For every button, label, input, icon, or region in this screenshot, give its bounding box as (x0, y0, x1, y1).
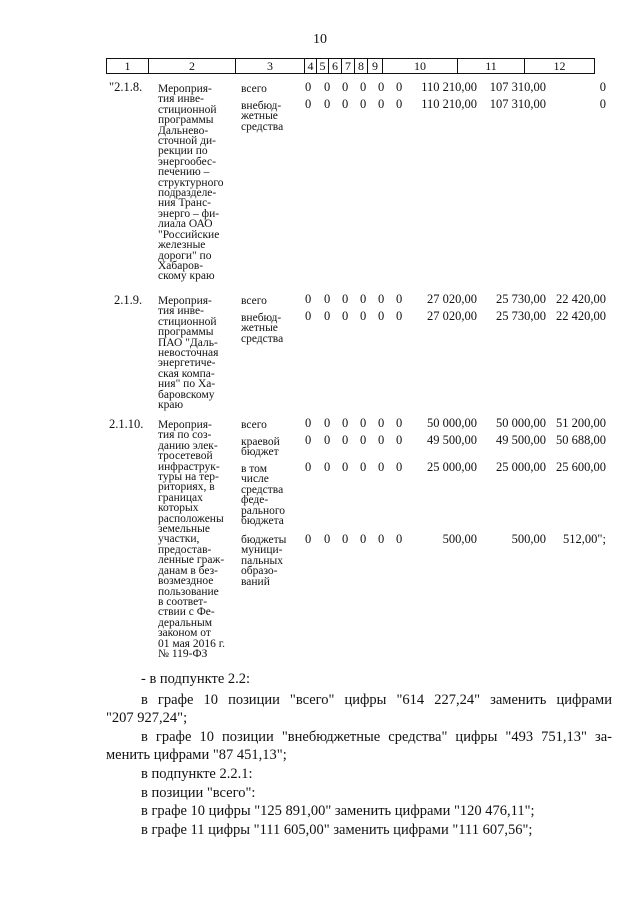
source-label: внебюд- жетные средства (241, 100, 284, 133)
value-cell: 0 (305, 532, 312, 546)
column-header: 5 (317, 59, 329, 74)
source-label: внебюд- жетные средства (241, 312, 284, 345)
value-cell: 500,00 (442, 532, 477, 546)
paragraph: в графе 10 позиции "всего" цифры "614 227,24" заменить цифрами (141, 692, 612, 708)
value-cell: 22 420,00 (556, 309, 606, 323)
value-cell: 500,00 (511, 532, 546, 546)
value-cell: 0 (396, 292, 403, 306)
value-cell: 0 (360, 97, 367, 111)
column-header: 11 (458, 59, 525, 74)
value-cell: 0 (378, 309, 385, 323)
paragraph: в графе 10 позиции "внебюджетные средства" цифры "493 751,13" за- (141, 729, 612, 745)
value-cell: 0 (378, 80, 385, 94)
value-cell: 0 (342, 460, 349, 474)
column-header-row (106, 58, 595, 74)
value-cell: 0 (324, 97, 331, 111)
value-cell: 0 (342, 80, 349, 94)
page-number: 10 (313, 32, 327, 47)
source-label: всего (241, 295, 267, 307)
value-cell: 0 (396, 460, 403, 474)
column-header: 8 (355, 59, 368, 74)
value-cell: 0 (360, 292, 367, 306)
value-cell: 25 730,00 (496, 309, 546, 323)
source-label: бюджеты муници- пальных образо- ваний (241, 534, 287, 588)
row-name: Мероприя- тия инве- стиционной программы ПАО "Даль- невосточная энергетиче- ская компа- ния" по Ха- баровскому краю (158, 295, 219, 412)
value-cell: 0 (396, 433, 403, 447)
row-id: 2.1.9. (114, 293, 143, 307)
row-name: Мероприя- тия инве- стиционной программы Дальнево- сточной ди- рекции по энергообес- печению – структурного подразделе- ния Транс- энерго – фи- лиала ОАО "Российские железные дороги" по Хабаров- скому краю (158, 83, 224, 283)
value-cell: 0 (360, 532, 367, 546)
value-cell: 0 (396, 309, 403, 323)
value-cell: 0 (324, 532, 331, 546)
column-header: 9 (368, 59, 383, 74)
value-cell: 0 (305, 80, 312, 94)
value-cell: 27 020,00 (427, 309, 477, 323)
value-cell: 0 (396, 532, 403, 546)
value-cell: 51 200,00 (556, 416, 606, 430)
value-cell: 0 (305, 292, 312, 306)
value-cell: 0 (342, 532, 349, 546)
row-name: Мероприя- тия по соз- данию элек- тросетевой инфраструк- туры на тер- риториях, в границах которых расположены земельные участки, предостав- ленные граж- данам в без- возмездное пользование в соответ- ствии с Фе- деральным законом от 01 мая 2016 г. № 119-ФЗ (158, 419, 226, 660)
value-cell: 25 000,00 (427, 460, 477, 474)
value-cell: 0 (360, 460, 367, 474)
value-cell: 49 500,00 (496, 433, 546, 447)
column-header: 1 (107, 59, 149, 74)
paragraph: менить цифрами "87 451,13"; (106, 747, 287, 763)
value-cell: 0 (342, 292, 349, 306)
value-cell: 50 688,00 (556, 433, 606, 447)
value-cell: 0 (360, 80, 367, 94)
value-cell: 22 420,00 (556, 292, 606, 306)
source-label: краевой бюджет (241, 436, 280, 459)
paragraph: в графе 10 цифры "125 891,00" заменить цифрами "120 476,11"; (141, 803, 535, 819)
value-cell: 0 (378, 433, 385, 447)
value-cell: 0 (378, 460, 385, 474)
value-cell: 0 (360, 416, 367, 430)
column-header: 4 (305, 59, 317, 74)
source-label: всего (241, 419, 267, 431)
value-cell: 0 (378, 97, 385, 111)
column-header: 6 (329, 59, 342, 74)
value-cell: 0 (324, 292, 331, 306)
value-cell: 107 310,00 (489, 97, 546, 111)
value-cell: 0 (324, 433, 331, 447)
value-cell: 0 (324, 80, 331, 94)
source-label: в том числе средства феде- рального бюджета (241, 463, 286, 528)
value-cell: 27 020,00 (427, 292, 477, 306)
value-cell: 50 000,00 (427, 416, 477, 430)
value-cell: 0 (305, 416, 312, 430)
column-header: 2 (149, 59, 236, 74)
value-cell: 0 (342, 309, 349, 323)
value-cell: 0 (342, 97, 349, 111)
paragraph: - в подпункте 2.2: (141, 671, 251, 687)
value-cell: 0 (305, 460, 312, 474)
value-cell: 0 (342, 416, 349, 430)
value-cell: 0 (342, 433, 349, 447)
value-cell: 512,00"; (563, 532, 606, 546)
paragraph: в подпункте 2.2.1: (141, 766, 253, 782)
value-cell: 50 000,00 (496, 416, 546, 430)
value-cell: 25 000,00 (496, 460, 546, 474)
paragraph: в позиции "всего": (141, 785, 256, 801)
value-cell: 49 500,00 (427, 433, 477, 447)
row-id: 2.1.10. (109, 417, 144, 431)
value-cell: 0 (305, 433, 312, 447)
paragraph: "207 927,24"; (106, 710, 188, 726)
value-cell: 0 (305, 309, 312, 323)
value-cell: 107 310,00 (489, 80, 546, 94)
value-cell: 0 (599, 97, 606, 111)
column-header: 7 (342, 59, 355, 74)
paragraph: в графе 11 цифры "111 605,00" заменить цифрами "111 607,56"; (141, 822, 533, 838)
value-cell: 0 (324, 416, 331, 430)
value-cell: 0 (378, 416, 385, 430)
value-cell: 0 (360, 309, 367, 323)
column-header: 3 (236, 59, 305, 74)
value-cell: 0 (378, 532, 385, 546)
value-cell: 110 210,00 (421, 80, 477, 94)
value-cell: 110 210,00 (421, 97, 477, 111)
value-cell: 25 730,00 (496, 292, 546, 306)
source-label: всего (241, 83, 267, 95)
value-cell: 25 600,00 (556, 460, 606, 474)
value-cell: 0 (305, 97, 312, 111)
value-cell: 0 (599, 80, 606, 94)
column-header: 10 (383, 59, 458, 74)
value-cell: 0 (378, 292, 385, 306)
value-cell: 0 (324, 309, 331, 323)
value-cell: 0 (396, 80, 403, 94)
column-header: 12 (525, 59, 595, 74)
value-cell: 0 (396, 97, 403, 111)
row-id: "2.1.8. (109, 80, 143, 94)
value-cell: 0 (360, 433, 367, 447)
value-cell: 0 (396, 416, 403, 430)
value-cell: 0 (324, 460, 331, 474)
